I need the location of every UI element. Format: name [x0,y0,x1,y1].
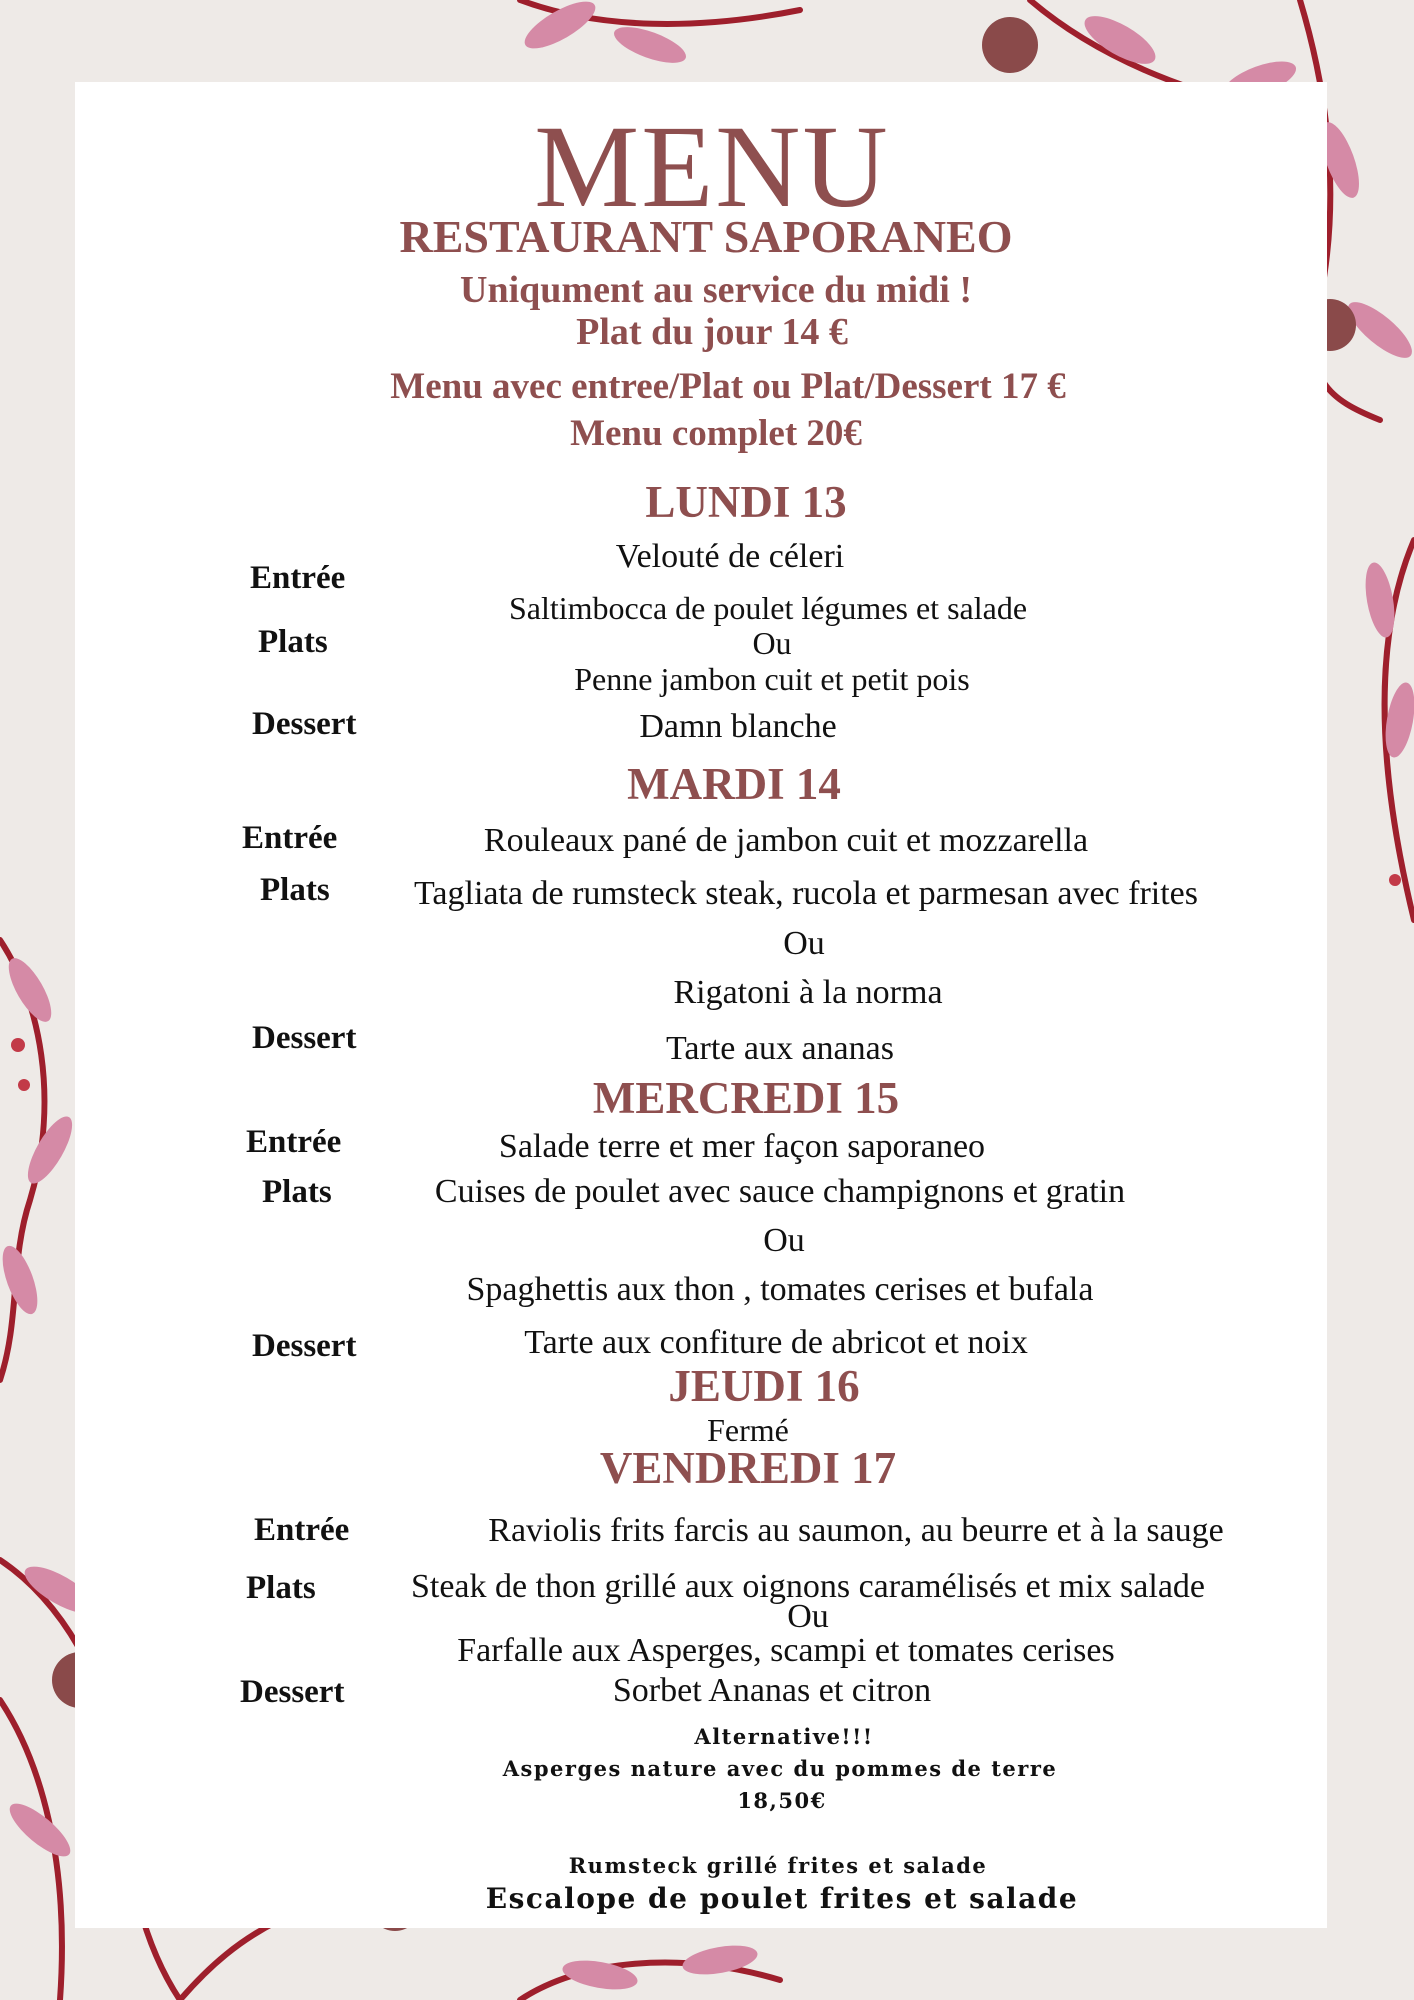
label-entree-mercredi: Entrée [246,1124,342,1160]
menu-options-price: Menu avec entree/Plat ou Plat/Dessert 17 € [390,366,1066,407]
vendredi-entree: Raviolis frits farcis au saumon, au beurre et à la sauge [488,1512,1224,1549]
label-entree-lundi: Entrée [250,560,346,596]
mardi-ou: Ou [783,925,825,962]
mercredi-entree: Salade terre et mer façon saporaneo [498,1128,986,1165]
mercredi-plat-2: Spaghettis aux thon , tomates cerises et bufala [466,1271,1094,1308]
day-title-mercredi: MERCREDI 15 [592,1073,900,1123]
alternative-item: Asperges nature avec du pommes de terre [502,1756,1058,1781]
mercredi-ou: Ou [763,1222,805,1259]
label-plats-mardi: Plats [260,872,330,908]
mardi-plat-2: Rigatoni à la norma [673,974,943,1011]
label-entree-mardi: Entrée [242,820,338,856]
mardi-dessert: Tarte aux ananas [666,1030,894,1067]
day-title-mardi: MARDI 14 [627,759,841,809]
lundi-plat-2: Penne jambon cuit et petit pois [574,661,970,697]
day-title-lundi: LUNDI 13 [645,477,847,527]
label-plats-mercredi: Plats [262,1174,332,1210]
lundi-entree: Velouté de céleri [615,538,845,575]
mercredi-plat-1: Cuises de poulet avec sauce champignons et gratin [434,1173,1126,1210]
label-dessert-lundi: Dessert [252,706,357,742]
service-note: Uniqument au service du midi ! [460,269,972,311]
jeudi-status: Fermé [707,1412,789,1448]
mardi-entree: Rouleaux pané de jambon cuit et mozzarella [483,822,1089,859]
label-dessert-mercredi: Dessert [252,1328,357,1364]
restaurant-name: RESTAURANT SAPORANEO [399,211,1013,262]
label-entree-vendredi: Entrée [254,1512,350,1548]
alternative-extra-2: Escalope de poulet frites et salade [485,1882,1079,1915]
vendredi-ou: Ou [787,1598,829,1635]
menu-title: MENU [534,101,890,232]
vendredi-dessert: Sorbet Ananas et citron [612,1672,932,1709]
alternative-extra-1: Rumsteck grillé frites et salade [568,1853,988,1878]
menu-complet-price: Menu complet 20€ [570,413,862,454]
plat-du-jour-price: Plat du jour 14 € [576,311,848,353]
mardi-plat-1: Tagliata de rumsteck steak, rucola et parmesan avec frites [414,875,1198,912]
day-title-vendredi: VENDREDI 17 [599,1443,897,1493]
label-dessert-mardi: Dessert [252,1020,357,1056]
label-dessert-vendredi: Dessert [240,1674,345,1710]
alternative-price: 18,50€ [737,1788,827,1813]
lundi-dessert: Damn blanche [639,708,837,745]
label-plats-lundi: Plats [258,624,328,660]
day-title-jeudi: JEUDI 16 [668,1361,860,1411]
mercredi-dessert: Tarte aux confiture de abricot et noix [524,1324,1028,1361]
vendredi-plat-2: Farfalle aux Asperges, scampi et tomates cerises [457,1632,1115,1669]
lundi-ou: Ou [752,625,792,661]
label-plats-vendredi: Plats [246,1570,316,1606]
lundi-plat-1: Saltimbocca de poulet légumes et salade [508,590,1028,626]
alternative-title: Alternative!!! [694,1724,874,1749]
vendredi-plat-1: Steak de thon grillé aux oignons caramélisés et mix salade [410,1568,1206,1605]
